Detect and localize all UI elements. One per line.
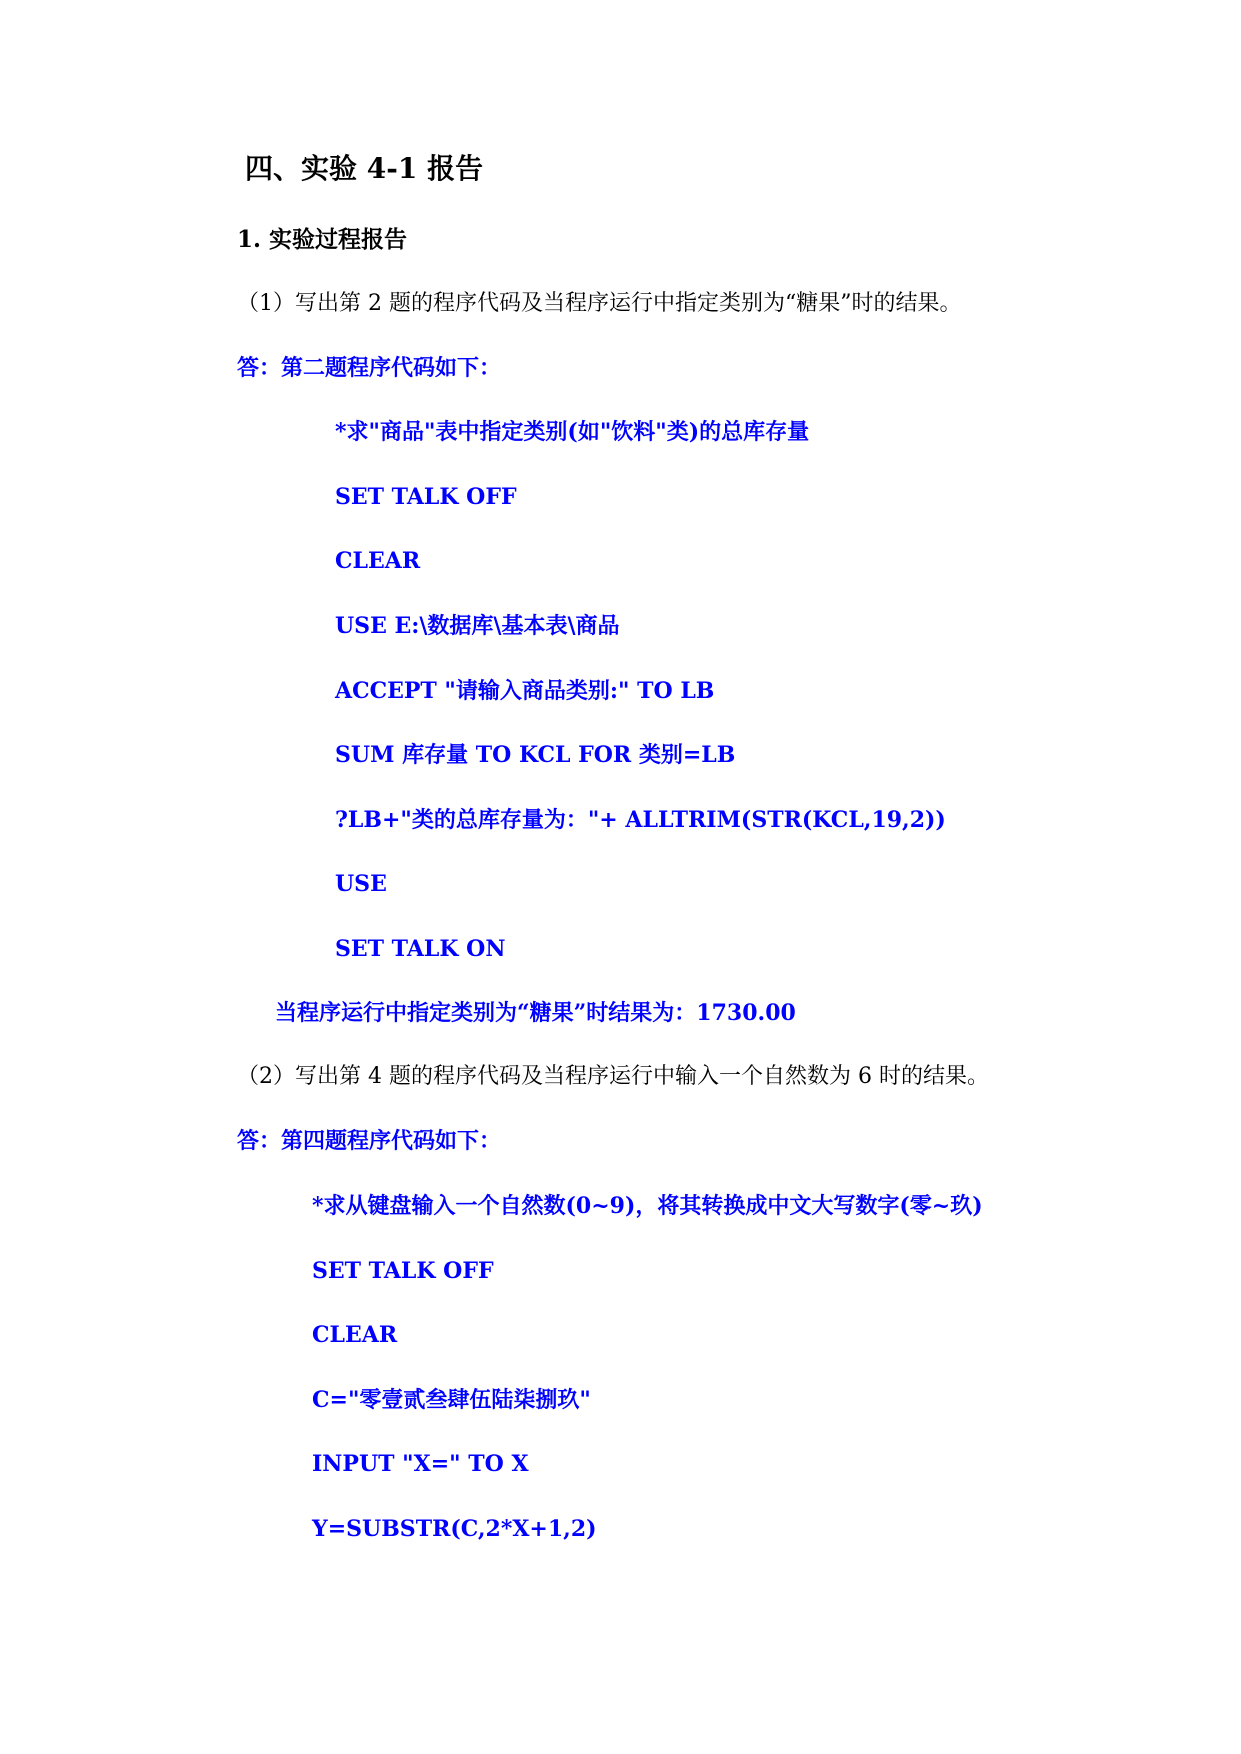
code-line: C="零壹贰叁肆伍陆柒捌玖"	[312, 1387, 591, 1413]
answer-1-intro: 答：第二题程序代码如下：	[237, 355, 502, 381]
code-line: USE E:\数据库\基本表\商品	[335, 613, 620, 639]
code-line: INPUT "X=" TO X	[312, 1451, 529, 1477]
section-heading: 四、实验 4-1 报告	[245, 152, 484, 185]
question-1: （1）写出第 2 题的程序代码及当程序运行中指定类别为“糖果”时的结果。	[237, 291, 962, 316]
code-line: *求从键盘输入一个自然数(0~9)，将其转换成中文大写数字(零~玖)	[312, 1193, 983, 1219]
answer-2-intro: 答：第四题程序代码如下：	[237, 1128, 502, 1154]
code-line: ?LB+"类的总库存量为："+ ALLTRIM(STR(KCL,19,2))	[335, 807, 946, 833]
result-1: 当程序运行中指定类别为“糖果”时结果为：1730.00	[275, 1000, 796, 1026]
code-line: CLEAR	[312, 1322, 398, 1348]
code-line: CLEAR	[335, 548, 421, 574]
code-line: SUM 库存量 TO KCL FOR 类别=LB	[335, 742, 736, 768]
code-line: ACCEPT "请输入商品类别:" TO LB	[335, 678, 715, 704]
question-2: （2）写出第 4 题的程序代码及当程序运行中输入一个自然数为 6 时的结果。	[237, 1064, 989, 1089]
code-line: USE	[335, 871, 387, 897]
subsection-heading: 1. 实验过程报告	[237, 226, 408, 253]
code-line: SET TALK OFF	[335, 484, 517, 510]
code-line: *求"商品"表中指定类别(如"饮料"类)的总库存量	[335, 419, 810, 445]
code-line: SET TALK ON	[335, 936, 506, 962]
code-line: SET TALK OFF	[312, 1258, 494, 1284]
code-line: Y=SUBSTR(C,2*X+1,2)	[312, 1516, 597, 1542]
